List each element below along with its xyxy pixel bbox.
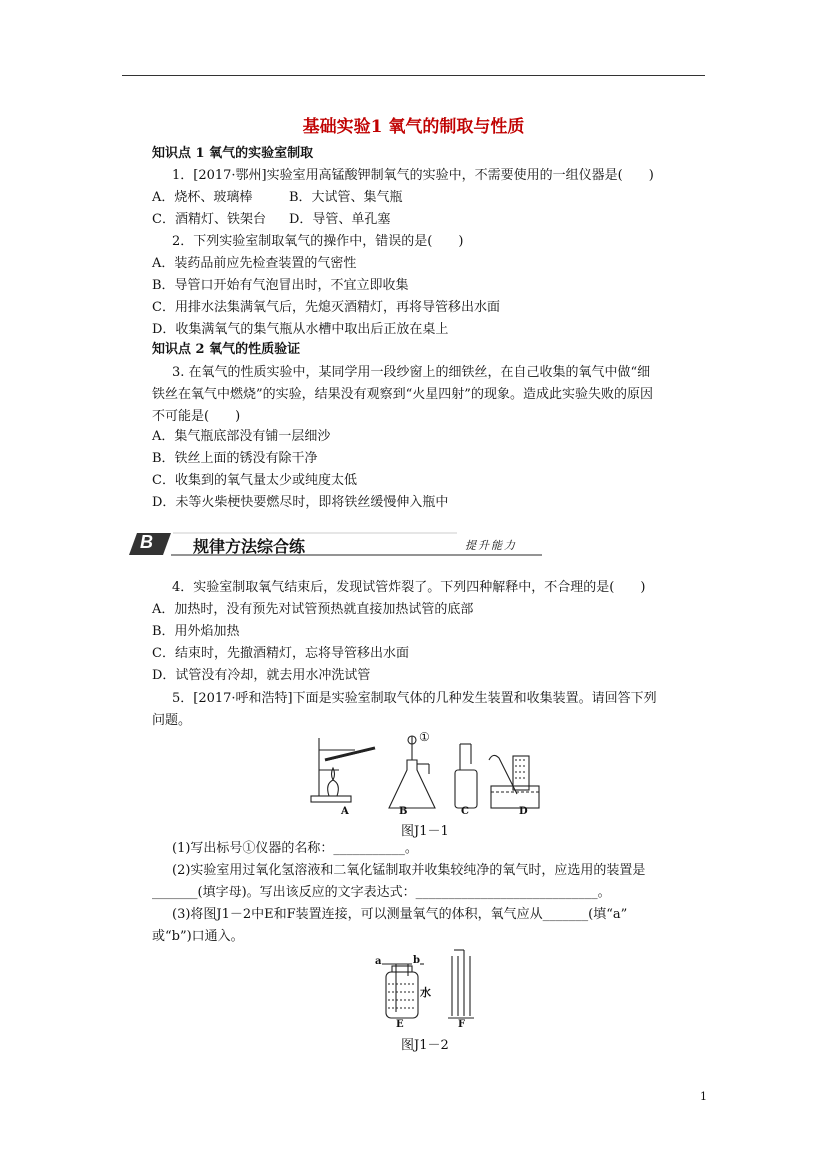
q1-d-text: D．导管、单孔塞 <box>289 212 391 227</box>
q3-stem-1: 3. 在氧气的性质实验中，某同学用一段纱窗上的细铁丝，在自己收集的氧气中做“细 <box>172 365 651 380</box>
q1-b-text: B．大试管、集气瓶 <box>289 190 403 205</box>
figure-apparatus-j1-1 <box>305 730 545 820</box>
q2-option-c: C．用排水法集满氧气后，先熄灭酒精灯，再将导管移出水面 <box>152 300 500 315</box>
q3-stem-2: 铁丝在氧气中燃烧”的实验，结果没有观察到“火星四射”的现象。造成此实验失败的原因 <box>152 387 653 402</box>
banner-title: 规律方法综合练 <box>193 537 306 556</box>
page-title: 基础实验1 氧气的制取与性质 <box>302 117 525 137</box>
fig2-caption: 图J1－2 <box>401 1038 449 1053</box>
q4-option-d: D．试管没有冷却，就去用水冲洗试管 <box>152 668 371 683</box>
q5-part-2a: (2)实验室用过氧化氢溶液和二氧化锰制取并收集较纯净的氧气时，应选用的装置是 <box>172 863 646 878</box>
q5-part-1: (1)写出标号①仪器的名称：___________。 <box>172 841 418 856</box>
fig1-label-d: D <box>519 806 528 817</box>
q5-part-3a: (3)将图J1－2中E和F装置连接，可以测量氧气的体积，氧气应从_______(填“a” <box>172 907 628 922</box>
page-number: 1 <box>700 1090 707 1103</box>
fig1-caption: 图J1－1 <box>401 824 449 839</box>
q3-option-b: B．铁丝上面的锈没有除干净 <box>152 451 318 466</box>
fig1-label-b: B <box>399 806 408 817</box>
figure-apparatus-j1-2 <box>372 946 492 1032</box>
q5-part-3b: 或“b”)口通入。 <box>152 929 244 944</box>
knowledge-point-1: 知识点 1 氧气的实验室制取 <box>152 146 314 161</box>
q4-option-c: C．结束时，先撤酒精灯，忘将导管移出水面 <box>152 646 409 661</box>
q3-option-a: A．集气瓶底部没有铺一层细沙 <box>152 429 331 444</box>
banner-tag: 提升能力 <box>465 539 517 552</box>
q2-option-b: B．导管口开始有气泡冒出时，不宜立即收集 <box>152 278 409 293</box>
q1-c-text: C．酒精灯、铁架台 <box>152 212 266 227</box>
q4-option-a: A．加热时，没有预先对试管预热就直接加热试管的底部 <box>152 602 474 617</box>
fig2-label-f: F <box>458 1019 466 1030</box>
q3-option-d: D．未等火柴梗快要燃尽时，即将铁丝缓慢伸入瓶中 <box>152 495 449 510</box>
fig1-mark-1: ① <box>419 730 430 744</box>
q2-option-a: A．装药品前应先检查装置的气密性 <box>152 256 357 271</box>
fig1-label-c: C <box>461 806 469 817</box>
q1-option-a <box>152 189 403 207</box>
section-banner <box>127 531 547 557</box>
measuring-apparatus-drawing <box>372 946 492 1032</box>
q3-stem-3: 不可能是( ) <box>152 409 241 424</box>
q2-stem: 2．下列实验室制取氧气的操作中，错误的是( ) <box>172 234 464 249</box>
q5-stem-1: 5．[2017·呼和浩特]下面是实验室制取气体的几种发生装置和收集装置。请回答下列 <box>172 691 657 706</box>
q4-stem: 4．实验室制取氧气结束后，发现试管炸裂了。下列四种解释中，不合理的是( ) <box>172 580 646 595</box>
q3-option-c: C．收集到的氧气量太少或纯度太低 <box>152 473 357 488</box>
q1-stem: 1．[2017·鄂州]实验室用高锰酸钾制氧气的实验中，不需要使用的一组仪器是( ) <box>172 168 654 183</box>
header-rule <box>122 75 705 76</box>
fig2-label-e: E <box>396 1019 404 1030</box>
q2-option-d: D．收集满氧气的集气瓶从水槽中取出后正放在桌上 <box>152 322 449 337</box>
q5-part-2b: _______(填字母)。写出该反应的文字表达式：____________________________。 <box>152 885 611 900</box>
fig2-label-water: 水 <box>420 986 431 999</box>
q5-stem-2: 问题。 <box>152 713 192 728</box>
fig2-label-a: a <box>375 956 382 967</box>
q1-option-c <box>152 211 391 229</box>
knowledge-point-2: 知识点 2 氧气的性质验证 <box>152 342 301 357</box>
fig2-label-b: b <box>413 955 420 966</box>
q4-option-b: B．用外焰加热 <box>152 624 240 639</box>
banner-letter: B <box>140 532 153 552</box>
fig1-label-a: A <box>341 806 349 817</box>
q1-a-text: A．烧杯、玻璃棒 <box>152 190 253 205</box>
